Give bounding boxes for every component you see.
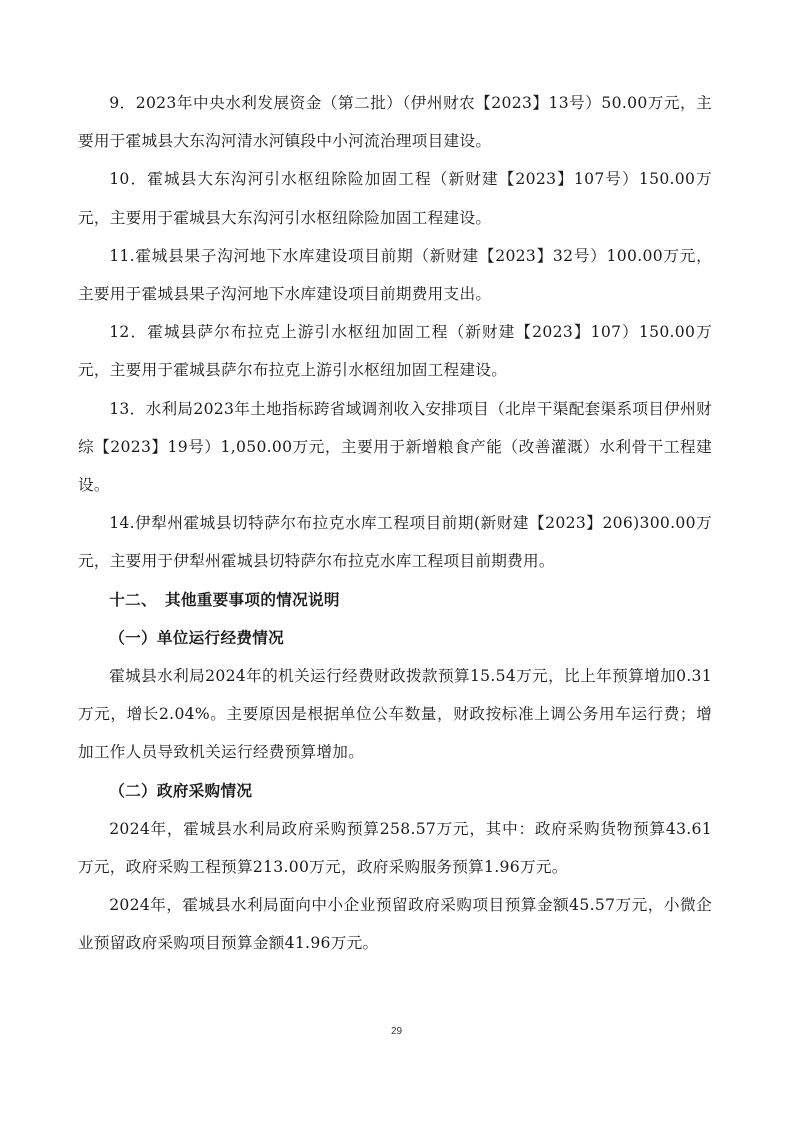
paragraph-item-14: 14.伊犁州霍城县切特萨尔布拉克水库工程项目前期(新财建【2023】206)300.00万元，主要用于伊犁州霍城县切特萨尔布拉克水库工程项目前期费用。 [78,514,712,571]
page-number: 29 [390,1026,403,1037]
subsection-heading-operating-costs: （一）单位运行经费情况 [109,628,285,647]
section-heading-12: 十二、 其他重要事项的情况说明 [109,590,340,609]
paragraph-item-10: 10．霍城县大东沟河引水枢纽除险加固工程（新财建【2023】107号）150.00万元，主要用于霍城县大东沟河引水枢纽除险加固工程建设。 [78,170,712,227]
paragraph-operating-costs: 霍城县水利局2024年的机关运行经费财政拨款预算15.54万元，比上年预算增加0.31万元，增长2.04%。主要原因是根据单位公车数量，财政按标准上调公务用车运行费；增加工作人员导致机关运行经费预算增加。 [78,667,712,762]
page-content [78,84,712,963]
paragraph-item-9: 9．2023年中央水利发展资金（第二批）（伊州财农【2023】13号）50.00万元，主要用于霍城县大东沟河清水河镇段中小河流治理项目建设。 [78,94,712,151]
paragraph-item-13: 13．水利局2023年土地指标跨省域调剂收入安排项目（北岸干渠配套渠系项目伊州财综【2023】19号）1,050.00万元，主要用于新增粮食产能（改善灌溉）水利骨干工程建设。 [78,399,712,495]
paragraph-item-11: 11.霍城县果子沟河地下水库建设项目前期（新财建【2023】32号）100.00万元，主要用于霍城县果子沟河地下水库建设项目前期费用支出。 [78,246,712,304]
paragraph-procurement-budget: 2024年，霍城县水利局政府采购预算258.57万元，其中：政府采购货物预算43.61万元，政府采购工程预算213.00万元，政府采购服务预算1.96万元。 [78,819,712,877]
paragraph-procurement-sme: 2024年，霍城县水利局面向中小企业预留政府采购项目预算金额45.57万元，小微企业预留政府采购项目预算金额41.96万元。 [78,896,712,953]
subsection-heading-procurement: （二）政府采购情况 [109,781,253,800]
paragraph-item-12: 12．霍城县萨尔布拉克上游引水枢纽加固工程（新财建【2023】107）150.00万元，主要用于霍城县萨尔布拉克上游引水枢纽加固工程建设。 [78,323,712,380]
